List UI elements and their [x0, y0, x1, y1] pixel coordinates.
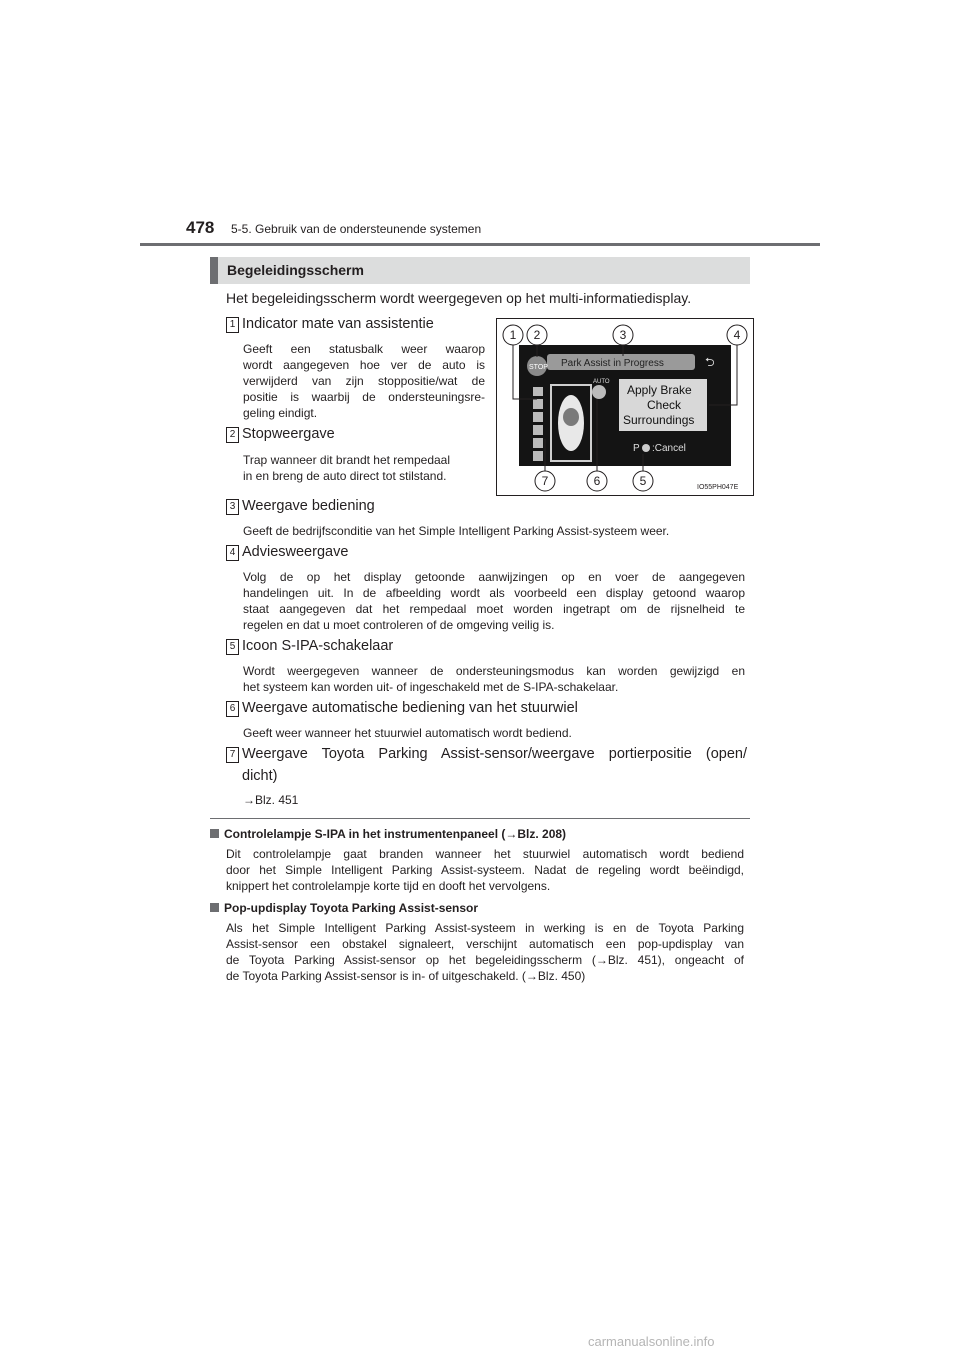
- body-line: wordt aangegeven hoe ver de auto is: [243, 358, 485, 372]
- item-title: Weergave automatische bediening van het stuurwiel: [242, 700, 578, 716]
- body-line: Geeft de bedrijfsconditie van het Simple Intelligent Parking Assist-systeem weer.: [243, 524, 670, 538]
- body-line: Geeft een statusbalk weer waarop: [243, 342, 485, 356]
- item-number: 3: [226, 499, 239, 515]
- page-reference-link[interactable]: →Blz. 451: [243, 793, 299, 807]
- guidance-screen-figure: [496, 318, 754, 496]
- back-icon: ⮌: [705, 355, 715, 369]
- item-title: Adviesweergave: [242, 544, 349, 560]
- body-line: Als het Simple Intelligent Parking Assist-systeem in werking is en de Toyota Parking: [226, 921, 744, 935]
- page-number: 478: [186, 218, 215, 237]
- callout-number: 2: [533, 328, 541, 342]
- item-body: [243, 725, 745, 741]
- advice-line: Check: [647, 398, 682, 412]
- body-line: de Toyota Parking Assist-sensor is in- of uitgeschakeld. (→Blz. 450): [226, 969, 586, 983]
- chapter-title: 5-5. Gebruik van de ondersteunende systemen: [231, 222, 482, 236]
- s-ipa-switch-icon: [642, 444, 650, 452]
- note-heading: [210, 827, 566, 841]
- callout-number: 7: [541, 474, 549, 488]
- body-line: in en breng de auto direct tot stilstand.: [243, 469, 447, 483]
- note-title: Pop-updisplay Toyota Parking Assist-sensor: [224, 901, 479, 915]
- note-body: [226, 920, 744, 984]
- stop-label: STOP: [529, 364, 548, 371]
- body-line: het systeem kan worden uit- of ingeschakeld met de S-IPA-schakelaar.: [243, 680, 619, 694]
- item-number: 1: [226, 317, 239, 333]
- note-heading: [210, 901, 478, 915]
- item-number: 6: [226, 701, 239, 717]
- item-title: Icoon S-IPA-schakelaar: [242, 638, 394, 654]
- item-title: Indicator mate van assistentie: [242, 316, 434, 332]
- item-body: [243, 792, 745, 808]
- body-line: verwijderd van zijn stoppositie/wat de: [243, 374, 485, 388]
- body-line: handelingen uit. In de afbeelding wordt als voorbeeld een display getoond waarop: [243, 586, 745, 600]
- advice-line: Surroundings: [623, 413, 695, 427]
- item-number: 2: [226, 427, 239, 443]
- body-line: Wordt weergegeven wanneer de ondersteuningsmodus kan worden gewijzigd en: [243, 664, 745, 678]
- callout-number: 1: [509, 328, 517, 342]
- auto-label: AUTO: [593, 379, 610, 385]
- note-title: Controlelampje S-IPA in het instrumentenpaneel (→Blz. 208): [224, 827, 567, 841]
- body-line: regelen en dat u moet controleren of de omgeving veilig is.: [243, 618, 555, 632]
- body-line: Assist-sensor een obstakel signaleert, verschijnt automatisch een pop-updisplay van: [226, 937, 744, 951]
- body-line: Trap wanneer dit brandt het rempedaal: [243, 453, 451, 467]
- item-title: Weergave bediening: [242, 498, 375, 514]
- item-number: 5: [226, 639, 239, 655]
- item-number: 7: [226, 747, 239, 763]
- body-line: Volg de op het display getoonde aanwijzingen op en voer de aangegeven: [243, 570, 745, 584]
- header-rule: [140, 243, 820, 246]
- item-number: 4: [226, 545, 239, 561]
- item-body: [243, 523, 748, 539]
- item-title: Weergave Toyota Parking Assist-sensor/weergave portierpositie (open/: [242, 746, 747, 762]
- item-body: [243, 663, 745, 695]
- advice-line: Apply Brake: [627, 383, 692, 397]
- body-line: Dit controlelampje gaat branden wanneer het stuurwiel automatisch wordt bediend: [226, 847, 744, 861]
- callout-number: 3: [619, 328, 627, 342]
- body-line: de Toyota Parking Assist-sensor op het begeleidingsscherm (→Blz. 451), ongeacht of: [226, 953, 744, 967]
- s-ipa-p-label: P: [633, 443, 640, 454]
- body-line: staat aangegeven dat het rempedaal moet worden ingetrapt om de rijsnelheid te: [243, 602, 745, 616]
- section-title: Begeleidingsscherm: [227, 262, 364, 278]
- cancel-label: :Cancel: [652, 443, 686, 454]
- item-body: [243, 452, 485, 484]
- section-header: [210, 257, 750, 284]
- guidance-screen-illustration: [497, 319, 753, 495]
- body-line: positie is waarbij de ondersteuningsre-: [243, 390, 485, 404]
- item-title-continued: dicht): [242, 768, 278, 784]
- site-watermark: carmanualsonline.info: [588, 1334, 715, 1349]
- callout-number: 6: [593, 474, 601, 488]
- body-line: knippert het controlelampje korte tijd en dooft het vervolgens.: [226, 879, 551, 893]
- bullet-square-icon: [210, 829, 219, 838]
- bullet-square-icon: [210, 903, 219, 912]
- section-intro: Het begeleidingsscherm wordt weergegeven op het multi-informatiedisplay.: [226, 290, 692, 306]
- figure-code: IO55PH047E: [697, 484, 739, 491]
- callout-number: 5: [639, 474, 647, 488]
- body-line: geling eindigt.: [243, 406, 318, 420]
- section-divider: [210, 818, 750, 819]
- callout-number: 4: [733, 328, 741, 342]
- operation-text: Park Assist in Progress: [561, 358, 664, 369]
- section-marker: [210, 257, 218, 284]
- steering-wheel-icon: [592, 385, 606, 399]
- body-line: Geeft weer wanneer het stuurwiel automatisch wordt bediend.: [243, 726, 572, 740]
- item-title: Stopweergave: [242, 426, 335, 442]
- item-body: [243, 569, 745, 633]
- item-body: [243, 341, 485, 421]
- body-line: door het Simple Intelligent Parking Assist-systeem. Nadat de regeling wordt beëindigd,: [226, 863, 744, 877]
- note-body: [226, 846, 744, 894]
